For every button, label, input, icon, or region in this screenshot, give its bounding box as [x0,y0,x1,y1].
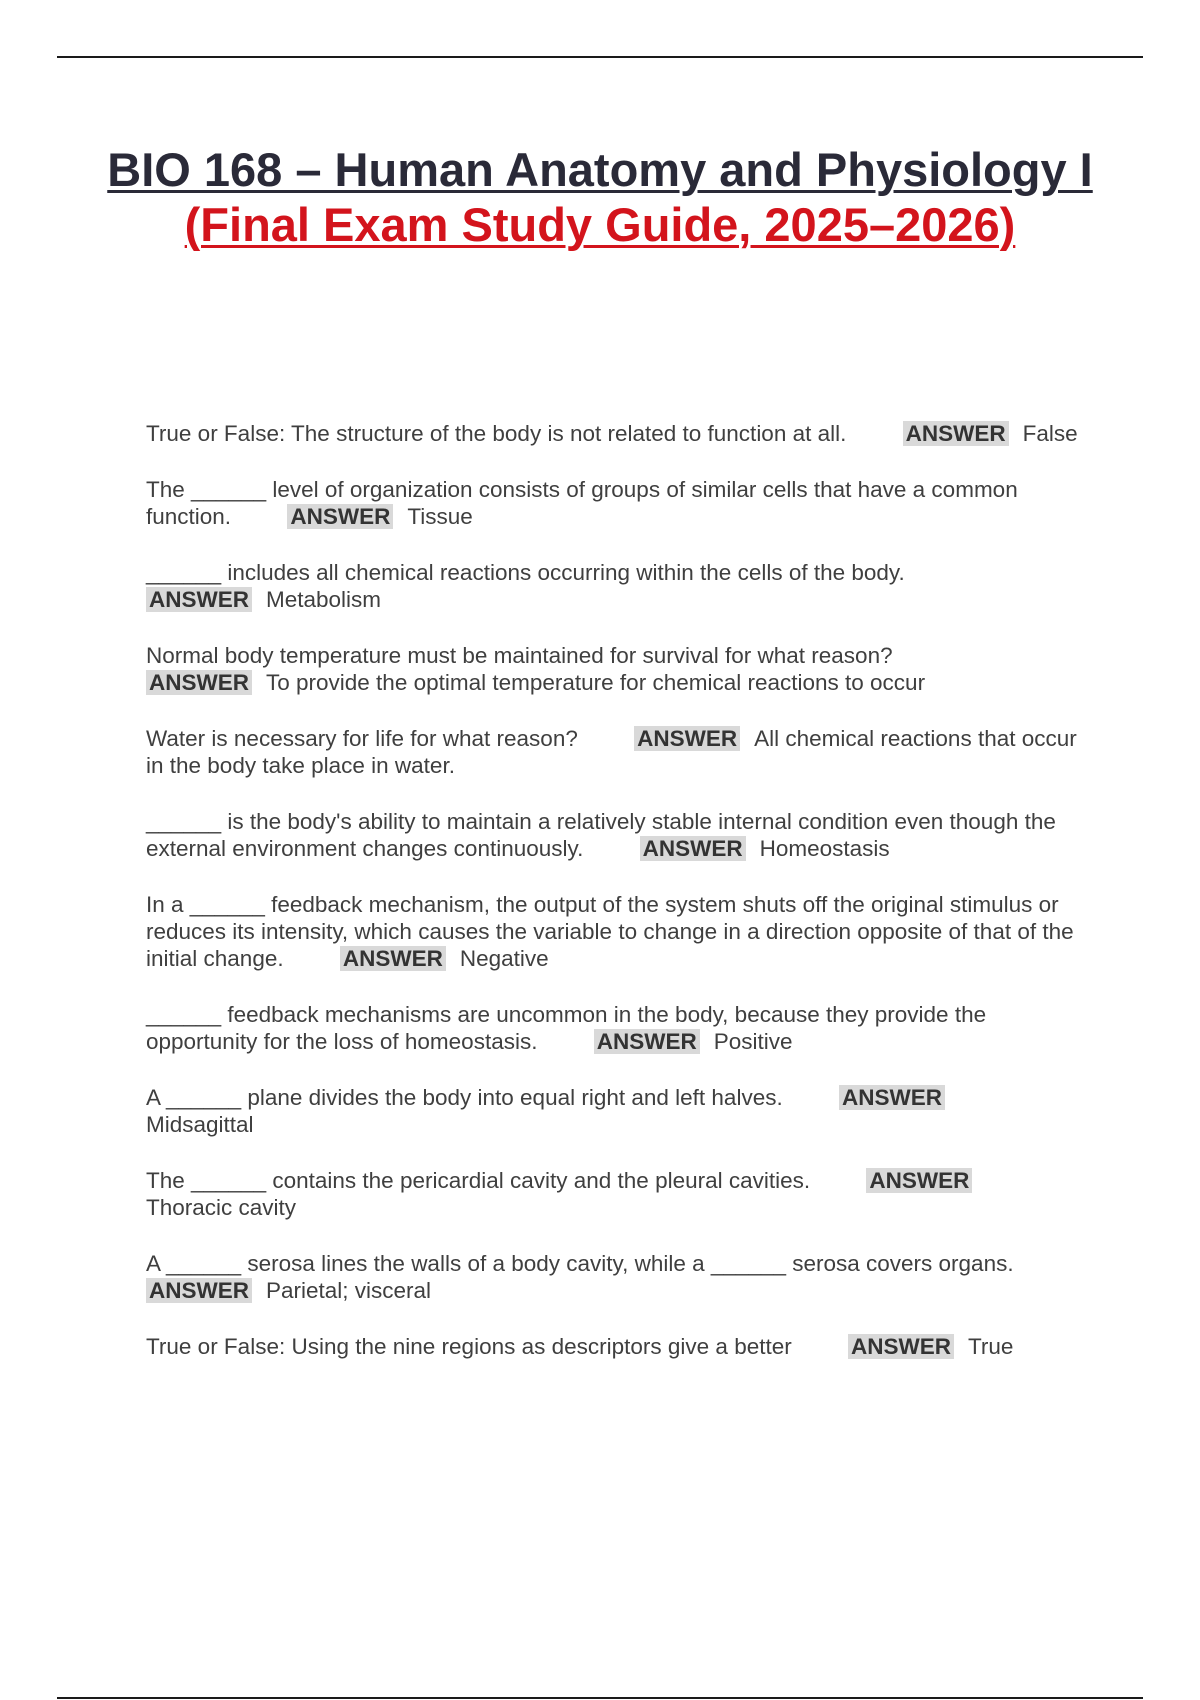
answer-label: ANSWER [848,1334,954,1359]
question-text: ______ includes all chemical reactions occurring within the cells of the body. [146,560,905,585]
answer-label: ANSWER [146,1278,252,1303]
answer-label: ANSWER [287,504,393,529]
answer-text: Homeostasis [759,836,890,861]
answer-text: Thoracic cavity [146,1195,297,1220]
answer-text: All chemical reactions that occur in the body take place in water. [146,726,1077,778]
header-rule [57,56,1143,58]
question-text: Water is necessary for life for what reason? [146,726,578,751]
document-title [100,142,1100,252]
qa-item [146,725,1086,779]
qa-item [146,420,1086,447]
answer-label: ANSWER [146,587,252,612]
answer-text: Metabolism [266,587,382,612]
qa-item [146,1250,1086,1304]
question-text: ______ feedback mechanisms are uncommon in the body, because they provide the opportunity for the loss of homeostasis. [146,1002,987,1054]
qa-item [146,559,1086,613]
qa-item [146,891,1086,972]
answer-label: ANSWER [839,1085,945,1110]
footer-rule [57,1697,1143,1699]
answer-text: False [1022,421,1078,446]
answer-text: Positive [713,1029,793,1054]
question-text: True or False: The structure of the body is not related to function at all. [146,421,847,446]
question-text: ______ is the body's ability to maintain a relatively stable internal condition even though the external environment changes continuously. [146,809,1056,861]
question-list [146,420,1086,1389]
answer-label: ANSWER [146,670,252,695]
answer-label: ANSWER [594,1029,700,1054]
answer-text: Tissue [407,504,473,529]
question-text: A ______ serosa lines the walls of a body cavity, while a ______ serosa covers organs. [146,1251,1014,1276]
title-course: BIO 168 – Human Anatomy and Physiology I [107,143,1093,196]
qa-item [146,808,1086,862]
qa-item [146,1333,1086,1360]
answer-label: ANSWER [340,946,446,971]
title-subtitle: (Final Exam Study Guide, 2025–2026) [184,198,1016,251]
answer-text: True [968,1334,1014,1359]
answer-label: ANSWER [640,836,746,861]
answer-text: Parietal; visceral [266,1278,432,1303]
qa-item [146,642,1086,696]
question-text: The ______ level of organization consists of groups of similar cells that have a common function. [146,477,1018,529]
question-text: A ______ plane divides the body into equal right and left halves. [146,1085,783,1110]
answer-label: ANSWER [866,1168,972,1193]
answer-text: To provide the optimal temperature for chemical reactions to occur [266,670,926,695]
question-text: In a ______ feedback mechanism, the output of the system shuts off the original stimulus or reduces its intensity, which causes the variable to change in a direction opposite of that of the initial change. [146,892,1074,971]
qa-item [146,1084,1086,1138]
answer-text: Midsagittal [146,1112,254,1137]
qa-item [146,1167,1086,1221]
question-text: The ______ contains the pericardial cavity and the pleural cavities. [146,1168,811,1193]
qa-item [146,1001,1086,1055]
question-text: True or False: Using the nine regions as descriptors give a better [146,1334,792,1359]
answer-label: ANSWER [903,421,1009,446]
answer-label: ANSWER [634,726,740,751]
qa-item [146,476,1086,530]
answer-text: Negative [459,946,549,971]
question-text: Normal body temperature must be maintained for survival for what reason? [146,643,893,668]
